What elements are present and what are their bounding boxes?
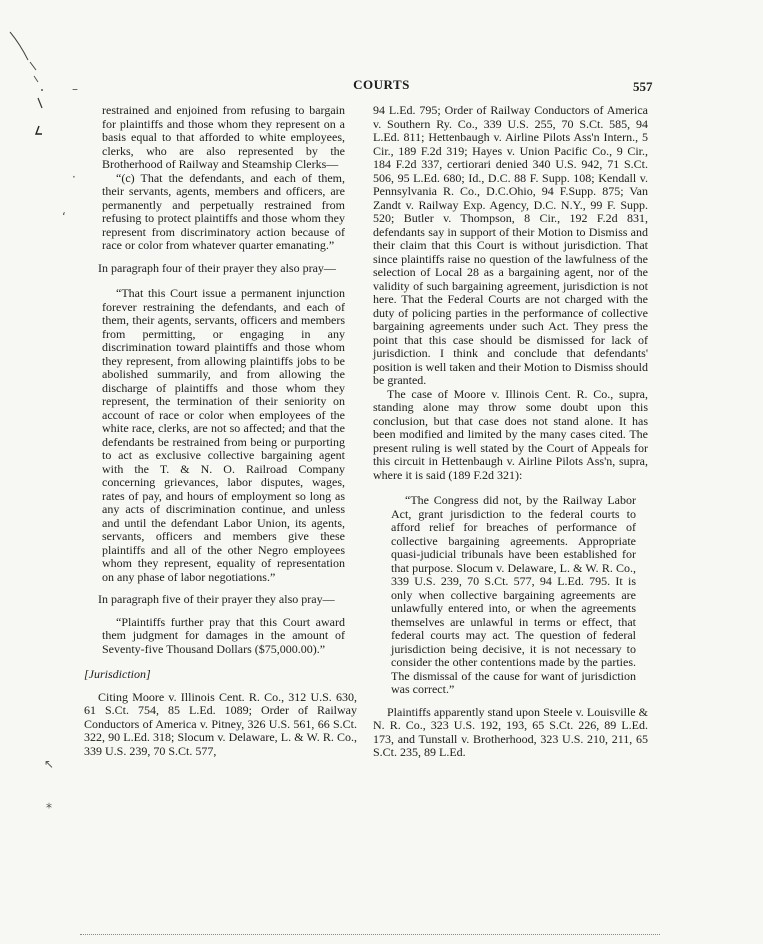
margin-scribble bbox=[6, 30, 46, 160]
running-head: COURTS bbox=[353, 77, 410, 92]
quote-paragraph: “That this Court issue a permanent injunction forever restraining the defendants, and each of them, their agents, servants, officers and members from permitting, or engaging in any discrimination toward plaintiffs and those whom they represent, from allowing plaintiffs jobs to be abolished summarily, and from allowing the discharge of plaintiffs and those whom they represent, the termination of their seniority on account of race or color when employees of the white race, clerks, are not so affected; and that the defendants be restrained from being or purporting to act as exclusive collective bargaining agent with the T. & N. O. Railroad Company concerning grievances, labor disputes, wages, rates of pay, and hours of employment so long as any acts of discrimination continue, and unless and until the defendant Labor Union, its agents, servants, officers and members give these plaintiffs and all of the other Negro employees whom they represent, equality of representation on any phase of labor negotiations.” bbox=[102, 286, 345, 584]
paragraph: 94 L.Ed. 795; Order of Railway Conductors of America v. Southern Ry. Co., 339 U.S. 255, 70 S.Ct. 585, 94 L.Ed. 811; Hettenbaugh v. Airline Pilots Ass'n Intern., 5 Cir., 189 F.2d 319; Hayes v. Union Pacific Co., 9 Cir., 184 F.2d 337, certiorari denied 340 U.S. 942, 71 S.Ct. 506, 95 L.Ed. 680; Id., D.C. 88 F. Supp. 108; Kendall v. Pennsylvania R. Co., D.C.Ohio, 94 F.Supp. 875; Van Zandt v. Railway Exp. Agency, D.C. N.Y., 99 F. Supp. 520; Butler v. Thompson, 8 Cir., 192 F.2d 831, defendants say in support of their Motion to Dismiss and their claim that this Court is without jurisdiction. That since plaintiffs raise no question of the lawfulness of the selection of Local 28 as a bargaining agent, nor of the validity of such bargaining agreement, jurisdiction is not here. That the Federal Courts are not charged with the duty of policing parties in the performance of collective bargaining agreements under such Act. They press the point that this case should be dismissed for lack of jurisdiction. I think and conclude that defendants' position is well taken and their Motion to Dismiss should be granted. bbox=[373, 103, 648, 387]
paragraph: The case of Moore v. Illinois Cent. R. Co., supra, standing alone may throw some doubt upon this conclusion, but that case does not stand alone. It has been modified and limited by the many cases cited. The present ruling is well stated by the Court of Appeals for this circuit in Hettenbaugh v. Airline Pilots Ass'n, supra, where it is said (189 F.2d 321): bbox=[373, 386, 648, 482]
margin-dot: ⁎ bbox=[46, 797, 52, 811]
quote-paragraph: “The Congress did not, by the Railway Labor Act, grant jurisdiction to the federal courts to afford relief for breaches of performance of collective bargaining agreements. Appropriate quasi-judicial tribunals have been established for that purpose. Slocum v. Delaware, L. & W. R. Co., 339 U.S. 239, 70 S.Ct. 577, 94 L.Ed. 795. It is only when collective bargaining agreements are unlawfully entered into, or when the agreements themselves are unlawful in terms or effect, that federal courts may act. The question of federal jurisdiction being decisive, it is not necessary to consider the other contentions made by the parties. The dismissal of the cause for want of jurisdiction was correct.” bbox=[391, 493, 636, 696]
margin-dot: · bbox=[72, 170, 76, 184]
margin-dot: ↖ bbox=[44, 757, 55, 771]
paragraph: restrained and enjoined from refusing to bargain for plaintiffs and those whom they represent on a basis equal to that afforded to white employees, clerks, who are also represented by the Brotherhood of Railway and Steamship Clerks— bbox=[102, 103, 345, 171]
paragraph: In paragraph five of their prayer they also pray— bbox=[98, 592, 335, 606]
page-number: 557 bbox=[633, 79, 653, 94]
left-column bbox=[84, 104, 357, 758]
section-heading: [Jurisdiction] bbox=[84, 667, 151, 681]
quote-paragraph: “(c) That the defendants, and each of them, their servants, agents, members and officers, are permanently and perpetually restrained from refusing to protect plaintiffs and those whom they represent from discriminatory action because of race or color from whatever quarter emanating.” bbox=[102, 170, 345, 252]
paragraph: Citing Moore v. Illinois Cent. R. Co., 312 U.S. 630, 61 S.Ct. 754, 85 L.Ed. 1089; Order of Railway Conductors of America v. Pitney, 326 U.S. 561, 66 S.Ct. 322, 90 L.Ed. 318; Slocum v. Delaware, L. & W. R. Co., 339 U.S. 239, 70 S.Ct. 577, bbox=[84, 689, 357, 758]
margin-dash: – bbox=[72, 82, 78, 96]
paragraph: Plaintiffs apparently stand upon Steele v. Louisville & N. R. Co., 323 U.S. 192, 193, 65 S.Ct. 226, 89 L.Ed. 173, and Tunstall v. Brotherhood, 323 U.S. 210, 211, 65 S.Ct. 235, 89 L.Ed. bbox=[373, 704, 648, 759]
margin-dot: ‘ bbox=[62, 210, 66, 224]
quote-paragraph: “Plaintiffs further pray that this Court award them judgment for damages in the amount of Seventy-five Thousand Dollars ($75,000.00).” bbox=[102, 614, 345, 656]
paragraph: In paragraph four of their prayer they also pray— bbox=[98, 260, 336, 275]
right-column bbox=[373, 104, 648, 760]
footer-rule bbox=[80, 934, 660, 936]
